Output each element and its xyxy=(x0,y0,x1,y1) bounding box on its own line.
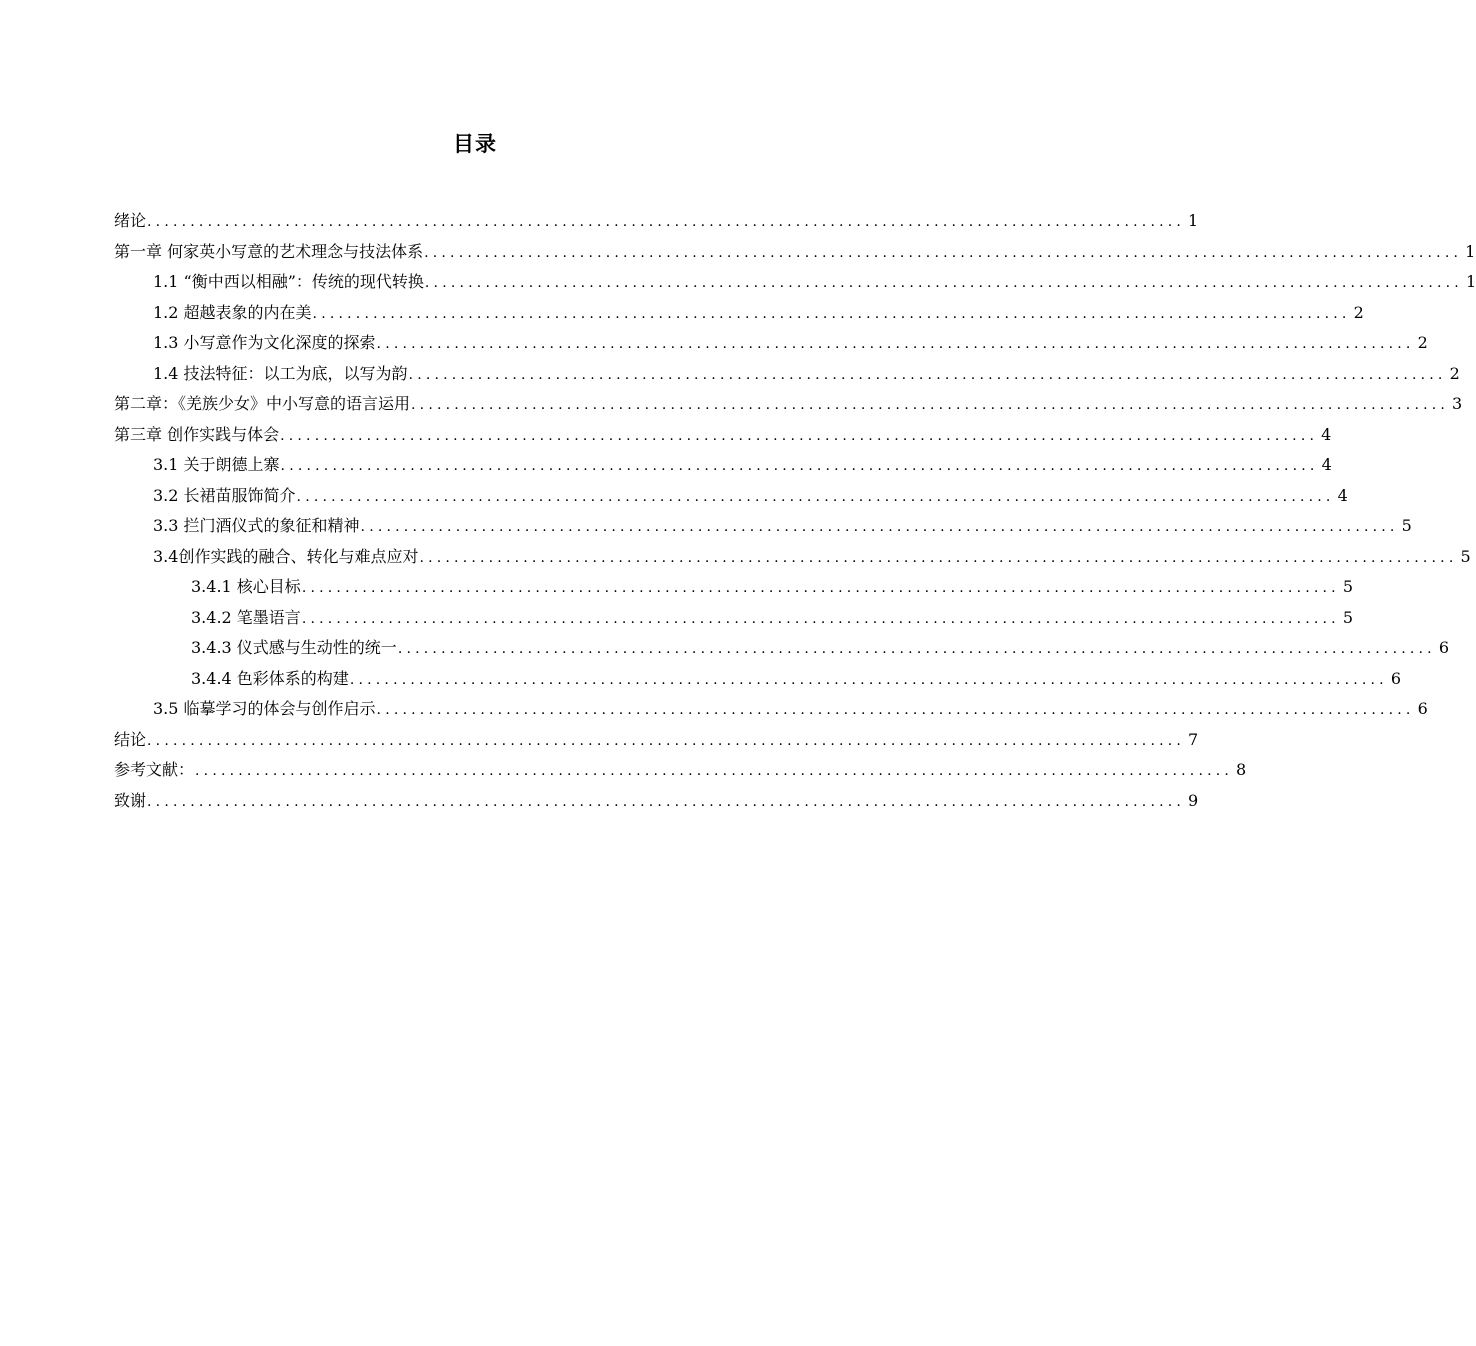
toc-entry-page: 7 xyxy=(1188,729,1199,749)
toc-entry-label: 结论 xyxy=(114,729,147,749)
toc-entry-page: 5 xyxy=(1460,546,1471,566)
toc-entry-page: 6 xyxy=(1438,638,1450,657)
toc-leader-dots: ........................................................................................................................ xyxy=(195,763,1234,779)
toc-entry-label: 3.4.4 色彩体系的构建 xyxy=(191,668,349,688)
toc-entry[interactable] xyxy=(114,633,1450,664)
toc-leader-dots: ........................................................................................................................ xyxy=(376,336,1415,352)
toc-leader-dots: ........................................................................................................................ xyxy=(349,671,1388,688)
toc-entry-page: 4 xyxy=(1321,424,1332,444)
toc-entry[interactable] xyxy=(114,786,1199,817)
toc-leader-dots: ........................................................................................................................ xyxy=(147,732,1186,749)
toc-entry-label: 3.4.2 笔墨语言 xyxy=(191,607,301,627)
toc-entry[interactable] xyxy=(114,511,1412,542)
toc-entry-label: 绪论 xyxy=(114,211,147,230)
toc-entry-page: 2 xyxy=(1449,363,1460,383)
toc-entry[interactable] xyxy=(114,572,1354,603)
toc-entry-label: 3.4.3 仪式感与生动性的统一 xyxy=(191,638,397,657)
toc-entry-label: 第二章：《羌族少女》中小写意的语言运用 xyxy=(114,394,411,413)
toc-entry[interactable] xyxy=(114,755,1247,786)
toc-leader-dots: ........................................................................................................................ xyxy=(424,244,1463,261)
toc-entry-page: 9 xyxy=(1188,790,1199,810)
toc-entry-label: 3.4.1 核心目标 xyxy=(191,577,301,596)
toc-entry-label: 3.5 临摹学习的体会与创作启示 xyxy=(153,699,376,718)
toc-entry-page: 2 xyxy=(1353,302,1364,322)
toc-entry-page: 2 xyxy=(1417,333,1428,352)
toc-entry[interactable] xyxy=(114,389,1463,420)
toc-entry-page: 5 xyxy=(1342,577,1354,596)
toc-entry[interactable] xyxy=(114,298,1364,329)
toc-leader-dots: ........................................................................................................................ xyxy=(301,580,1340,596)
toc-entry-label: 1.2 超越表象的内在美 xyxy=(153,302,312,322)
toc-entry-label: 1.4 技法特征：以工为底，以写为韵 xyxy=(153,363,408,383)
toc-list xyxy=(114,206,1476,816)
toc-leader-dots: ........................................................................................................................ xyxy=(280,458,1319,474)
toc-leader-dots: ........................................................................................................................ xyxy=(360,519,1399,535)
toc-entry-page: 1 xyxy=(1188,211,1199,230)
toc-entry[interactable] xyxy=(114,542,1471,573)
toc-entry-label: 1.1 “衡中西以相融”：传统的现代转换 xyxy=(153,272,424,291)
toc-entry[interactable] xyxy=(114,237,1476,268)
toc-entry[interactable] xyxy=(114,206,1199,237)
toc-entry[interactable] xyxy=(114,694,1428,725)
toc-leader-dots: ........................................................................................................................ xyxy=(397,641,1436,657)
toc-entry-page: 4 xyxy=(1321,455,1332,474)
toc-entry[interactable] xyxy=(114,328,1428,359)
toc-entry[interactable] xyxy=(114,450,1332,481)
toc-leader-dots: ........................................................................................................................ xyxy=(419,549,1458,566)
toc-entry[interactable] xyxy=(114,603,1354,634)
toc-entry-page: 5 xyxy=(1342,607,1354,627)
toc-entry-page: 1 xyxy=(1465,272,1476,291)
toc-entry-label: 3.4创作实践的融合、转化与难点应对 xyxy=(153,546,419,566)
toc-entry-label: 1.3 小写意作为文化深度的探索 xyxy=(153,333,376,352)
toc-leader-dots: ........................................................................................................................ xyxy=(296,488,1335,505)
toc-leader-dots: ........................................................................................................................ xyxy=(301,610,1340,627)
toc-entry[interactable] xyxy=(114,664,1402,695)
toc-entry-page: 6 xyxy=(1417,699,1428,718)
toc-leader-dots: ........................................................................................................................ xyxy=(411,397,1450,413)
toc-entry-page: 5 xyxy=(1401,516,1412,535)
toc-entry-page: 1 xyxy=(1465,241,1476,261)
toc-entry-label: 第三章 创作实践与体会 xyxy=(114,424,280,444)
toc-leader-dots: ........................................................................................................................ xyxy=(147,214,1186,230)
toc-entry-label: 3.1 关于朗德上寨 xyxy=(153,455,280,474)
toc-entry[interactable] xyxy=(114,725,1199,756)
toc-entry[interactable] xyxy=(114,267,1476,298)
toc-leader-dots: ........................................................................................................................ xyxy=(376,702,1415,718)
toc-entry[interactable] xyxy=(114,420,1332,451)
toc-entry[interactable] xyxy=(114,481,1348,512)
toc-entry-page: 4 xyxy=(1337,485,1348,505)
toc-entry-page: 8 xyxy=(1236,760,1247,779)
toc-entry-label: 3.2 长裙苗服饰简介 xyxy=(153,485,296,505)
toc-entry-page: 6 xyxy=(1390,668,1402,688)
toc-entry[interactable] xyxy=(114,359,1460,390)
toc-leader-dots: ........................................................................................................................ xyxy=(408,366,1447,383)
toc-leader-dots: ........................................................................................................................ xyxy=(424,275,1463,291)
toc-entry-page: 3 xyxy=(1452,394,1463,413)
toc-leader-dots: ........................................................................................................................ xyxy=(280,427,1319,444)
toc-title: 目录 xyxy=(453,132,497,156)
toc-leader-dots: ........................................................................................................................ xyxy=(147,793,1186,810)
toc-entry-label: 3.3 拦门酒仪式的象征和精神 xyxy=(153,516,360,535)
toc-entry-label: 参考文献： xyxy=(114,760,195,779)
toc-leader-dots: ........................................................................................................................ xyxy=(312,305,1351,322)
toc-entry-label: 第一章 何家英小写意的艺术理念与技法体系 xyxy=(114,241,424,261)
toc-entry-label: 致谢 xyxy=(114,790,147,810)
